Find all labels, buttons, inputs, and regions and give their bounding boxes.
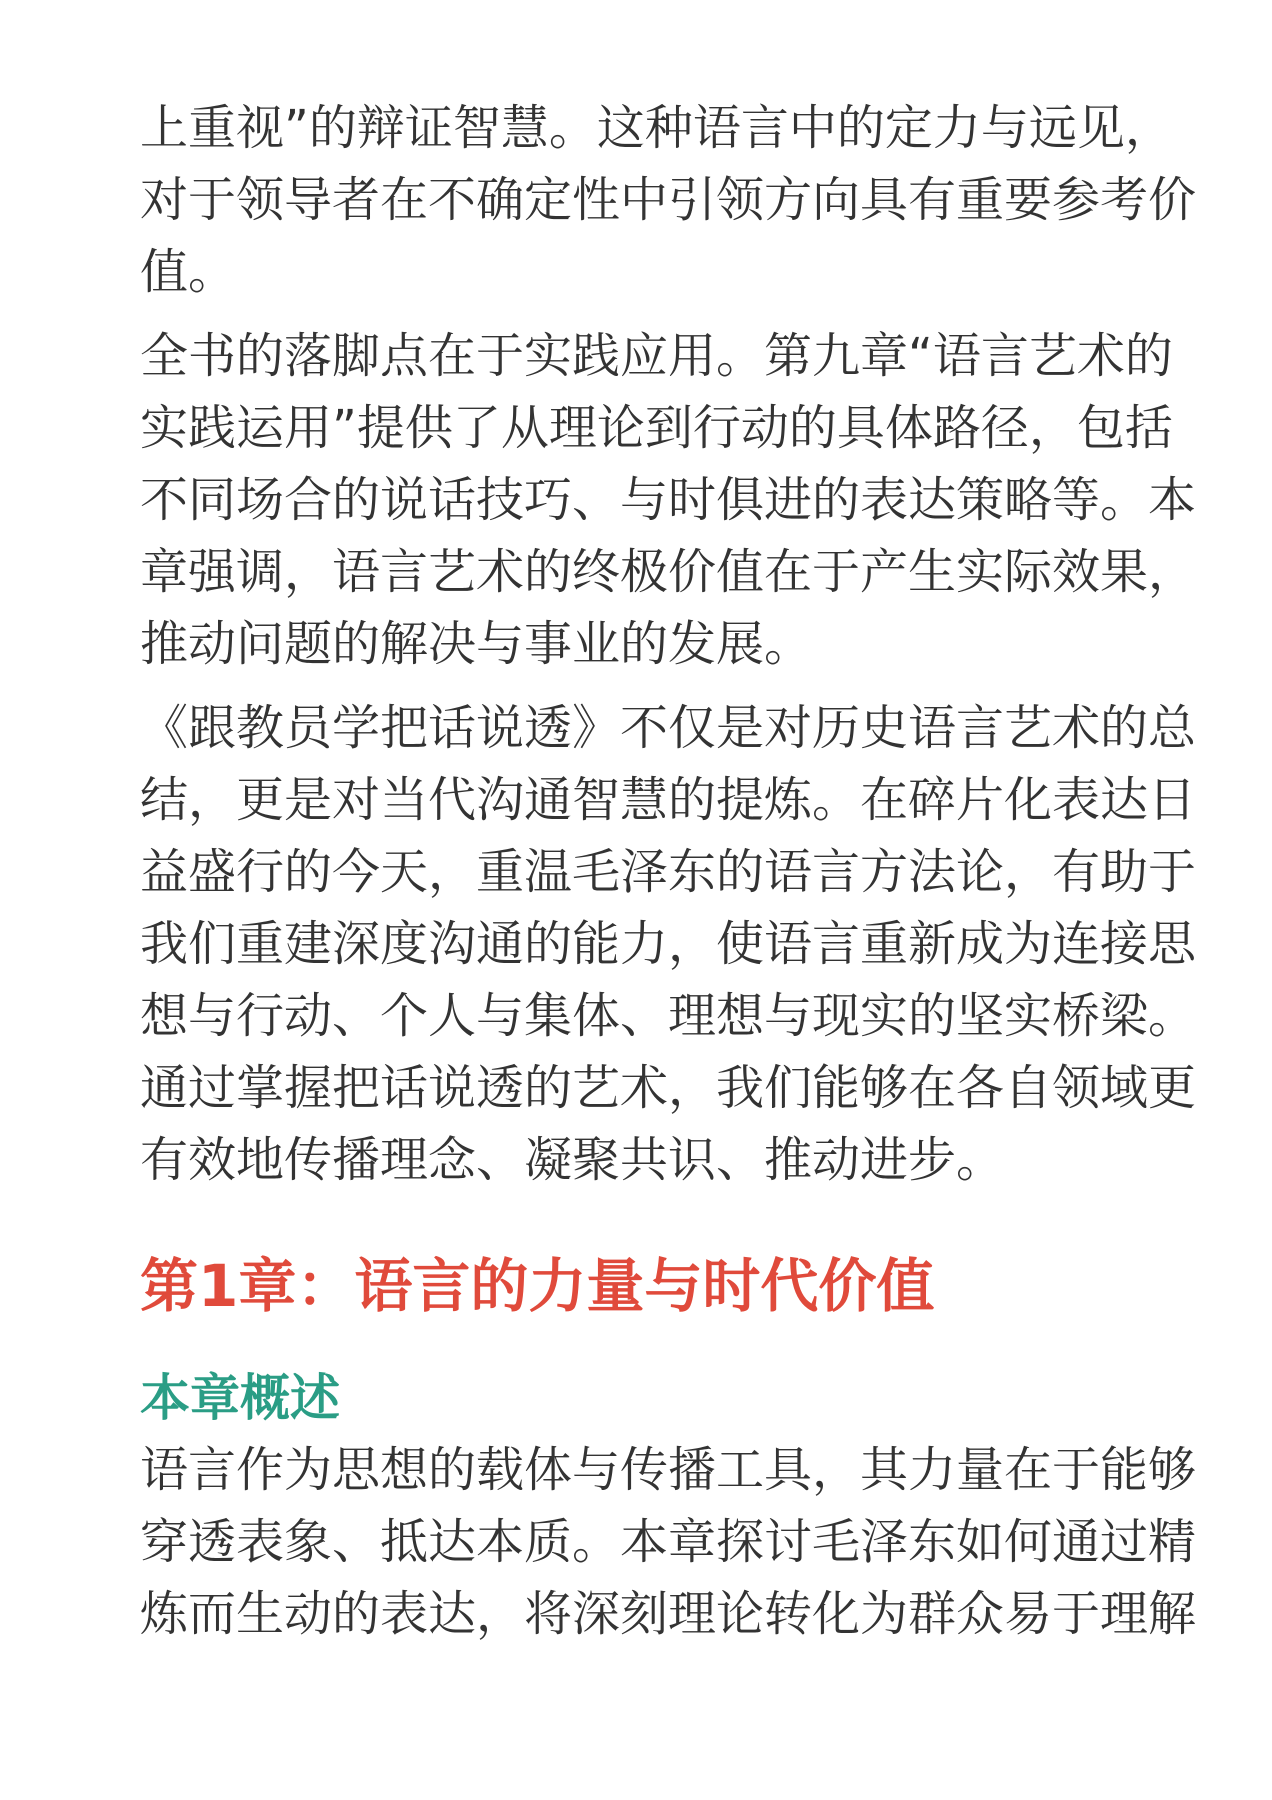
text-line: 不同场合的说话技巧、与时俱进的表达策略等。本 <box>140 472 1197 528</box>
section-paragraph <box>140 1434 1197 1650</box>
text-line: 推动问题的解决与事业的发展。 <box>140 616 813 672</box>
text-line: 实践运用”提供了从理论到行动的具体路径，包括 <box>140 400 1173 456</box>
text-line: 全书的落脚点在于实践应用。第九章“语言艺术的 <box>140 328 1173 384</box>
text-line: 想与行动、个人与集体、理想与现实的坚实桥梁。 <box>140 988 1197 1044</box>
text-line: 穿透表象、抵达本质。本章探讨毛泽东如何通过精 <box>140 1514 1197 1570</box>
paragraph-3 <box>140 692 1197 1196</box>
section-title: 本章概述 <box>140 1369 340 1427</box>
text-line: 《跟教员学把话说透》不仅是对历史语言艺术的总 <box>140 700 1197 756</box>
text-line: 炼而生动的表达，将深刻理论转化为群众易于理解 <box>140 1586 1197 1642</box>
text-line: 我们重建深度沟通的能力，使语言重新成为连接思 <box>140 916 1197 972</box>
chapter-title: 第1章：语言的力量与时代价值 <box>140 1252 935 1320</box>
text-line: 对于领导者在不确定性中引领方向具有重要参考价 <box>140 172 1197 228</box>
text-line: 有效地传播理念、凝聚共识、推动进步。 <box>140 1132 1005 1188</box>
paragraph-2 <box>140 320 1197 680</box>
text-line: 语言作为思想的载体与传播工具，其力量在于能够 <box>140 1442 1197 1498</box>
text-line: 通过掌握把话说透的艺术，我们能够在各自领域更 <box>140 1060 1197 1116</box>
text-line: 结，更是对当代沟通智慧的提炼。在碎片化表达日 <box>140 772 1197 828</box>
text-line: 章强调，语言艺术的终极价值在于产生实际效果， <box>140 544 1197 600</box>
text-line: 上重视”的辩证智慧。这种语言中的定力与远见， <box>140 100 1173 156</box>
text-line: 益盛行的今天，重温毛泽东的语言方法论，有助于 <box>140 844 1197 900</box>
paragraph-1 <box>140 92 1197 308</box>
text-line: 值。 <box>140 244 237 300</box>
